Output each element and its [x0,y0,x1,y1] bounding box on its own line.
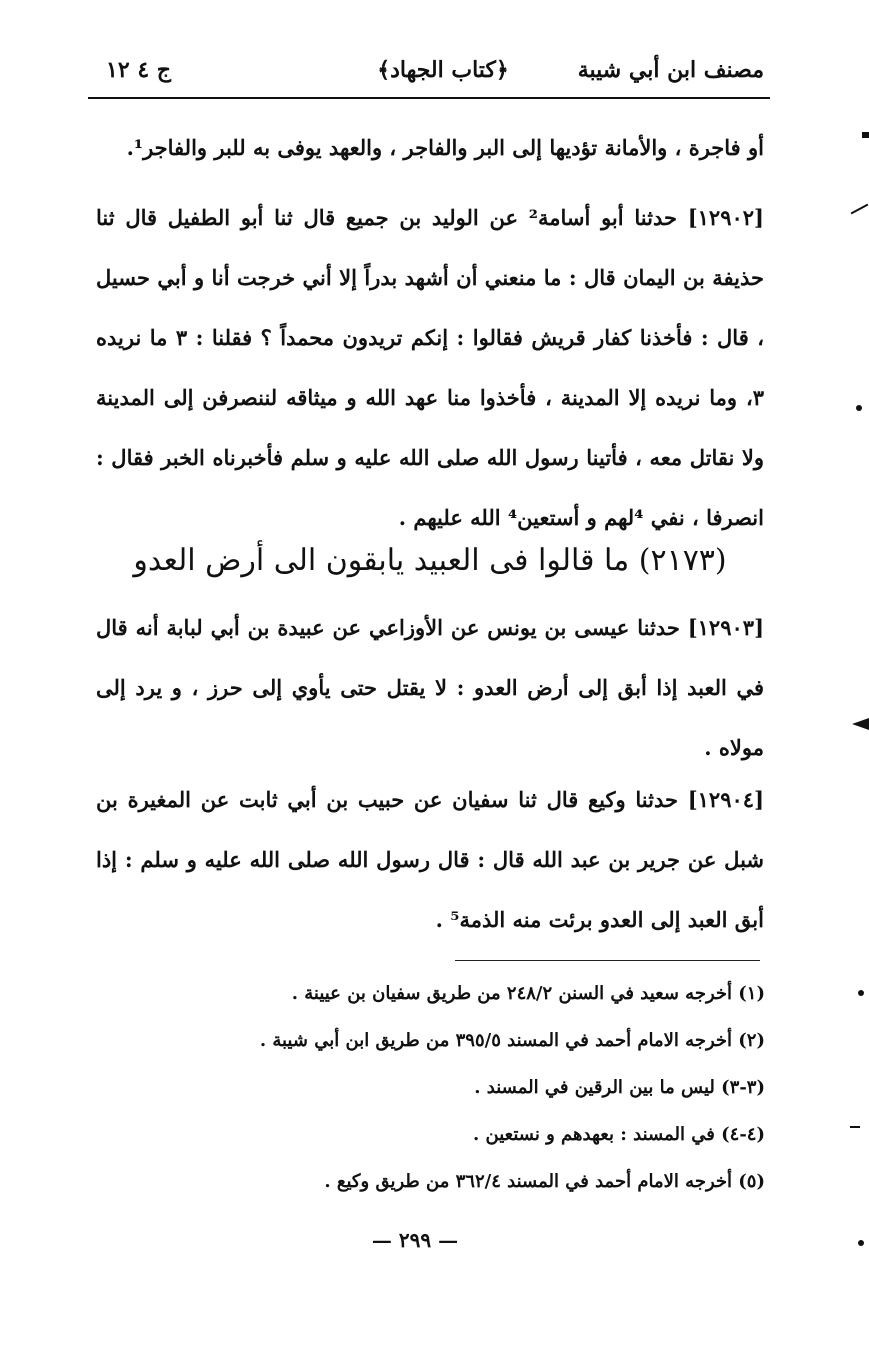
footnote-divider [455,960,760,961]
footnote: (٣-٣) ليس ما بين الرقين في المسند . [474,1077,765,1098]
scan-mark [862,132,869,138]
scan-mark [851,204,869,215]
running-header [88,55,770,99]
scan-mark [852,718,869,730]
footnote: (٥) أخرجه الامام أحمد في المسند ٣٦٢/٤ من طريق وكيع . [324,1171,765,1192]
footnote: (٢) أخرجه الامام أحمد في المسند ٣٩٥/٥ من طريق ابن أبي شيبة . [259,1030,765,1051]
paragraph-continuation: أو فاجرة ، والأمانة تؤديها إلى البر والفاجر ، والعهد يوفى به للبر والفاجر¹. [126,135,764,160]
scan-mark [858,990,864,996]
footnote: (٤-٤) في المسند : بعهدهم و نستعين . [472,1124,765,1145]
chapter-heading: (٢١٧٣) ما قالوا فى العبيد يابقون الى أرض العدو [133,543,727,578]
hadith-12902: [١٢٩٠٢] حدثنا أبو أسامة² عن الوليد بن جميع قال ثنا أبو الطفيل قال ثنا حذيفة بن اليمان قال : ما منعني أن أشهد بدراً إلا أني خرجت أنا و أبي حسيل ، قال : فأخذنا كفار قريش فقالوا : إنكم تريدون محمداً ؟ فقلنا : ٣ ما نريده ٣، وما نريده إلا المدينة ، فأخذوا منا عهد الله و ميثاقه لننصرفن إلى المدينة ولا نقاتل معه ، فأتينا رسول الله صلى الله عليه و سلم فأخبرناه الخبر فقال : انصرفا ، نفي ⁴لهم و أستعين⁴ الله عليهم . [96,205,764,530]
section-title: ﴿كتاب الجهاد﴾ [377,57,509,83]
footnote: (١) أخرجه سعيد في السنن ٢٤٨/٢ من طريق سفيان بن عيينة . [291,983,765,1004]
hadith-12904: [١٢٩٠٤] حدثنا وكيع قال ثنا سفيان عن حبيب بن أبي ثابت عن المغيرة بن شبل عن جرير بن عبد الله قال : قال رسول الله صلى الله عليه و سلم : إذا أبق العبد إلى العدو برئت منه الذمة⁵ . [96,787,764,932]
scan-mark [850,1126,860,1128]
book-title: مصنف ابن أبي شيبة [577,57,764,83]
scan-mark [858,1240,864,1246]
page-number: — ٢٩٩ — [371,1228,459,1252]
footnotes [180,970,765,1205]
scan-mark [856,405,862,411]
hadith-12903: [١٢٩٠٣] حدثنا عيسى بن يونس عن الأوزاعي عن عبيدة بن أبي لبابة أنه قال في العبد إذا أبق إلى أرض العدو : لا يقتل حتى يأوي إلى حرز ، و يرد إلى مولاه . [96,615,764,760]
volume-number: ج ٤ ١٢ [106,57,172,83]
